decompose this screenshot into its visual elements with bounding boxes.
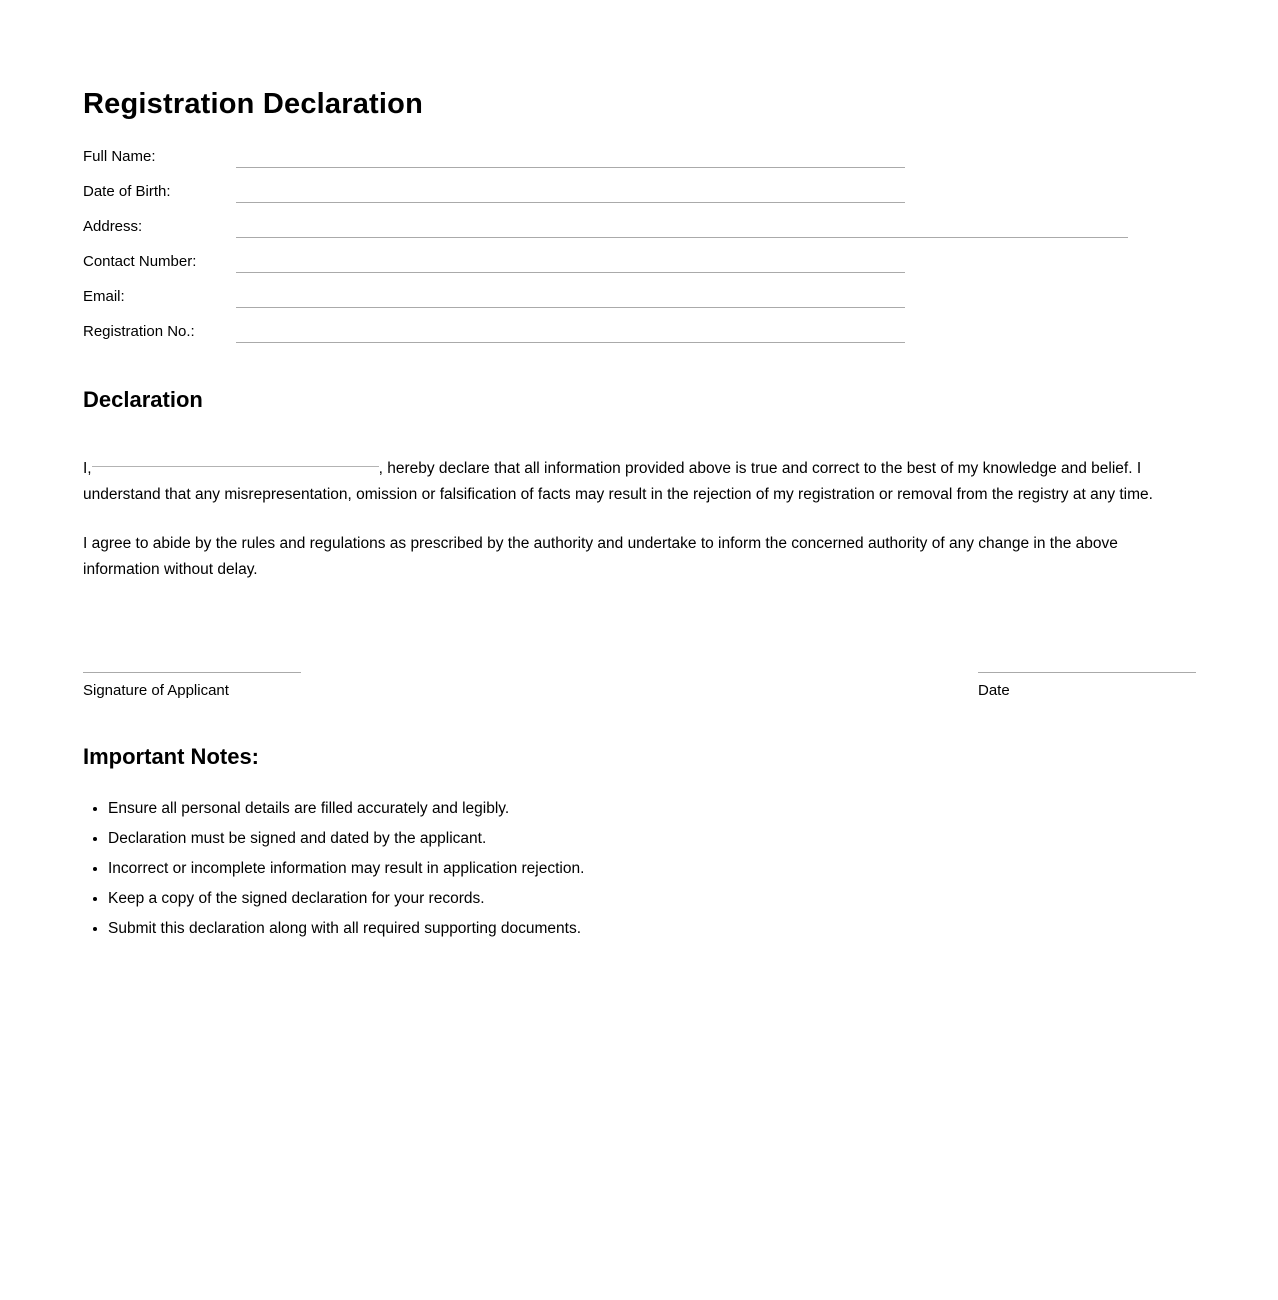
declarant-name-blank-line[interactable] xyxy=(92,466,379,467)
note-item: • Declaration must be signed and dated by the applicant. xyxy=(108,824,1196,854)
declaration-heading: Declaration xyxy=(83,387,203,412)
note-item: • Submit this declaration along with all required supporting documents. xyxy=(108,914,1196,944)
declaration-agreement-paragraph: I agree to abide by the rules and regulations as prescribed by the authority and undertake to inform the concerned authority of any change in the above information without delay. xyxy=(83,535,1118,578)
declaration-intro-prefix: I, xyxy=(83,460,92,477)
important-notes-heading: Important Notes: xyxy=(83,744,259,769)
date-column xyxy=(978,672,1196,699)
form-fields-section xyxy=(83,133,1196,343)
date-label: Date xyxy=(978,682,1010,699)
field-row-registration-no xyxy=(83,308,1196,343)
full-name-input-line[interactable] xyxy=(236,167,905,168)
registration-no-label: Registration No.: xyxy=(83,323,195,340)
signature-column xyxy=(83,672,301,699)
date-of-birth-label: Date of Birth: xyxy=(83,183,171,200)
declaration-intro-suffix: , hereby declare that all information provided above is true and correct to the best of my knowledge and belief. I understand that any misrepresentation, omission or falsification of facts may result in the rejection of my registration or removal from the registry at any time. xyxy=(83,460,1153,503)
address-label: Address: xyxy=(83,218,143,235)
field-row-email xyxy=(83,273,1196,308)
declaration-intro-paragraph xyxy=(83,456,1196,508)
address-input-line[interactable] xyxy=(236,237,1128,238)
field-row-date-of-birth xyxy=(83,168,1196,203)
signature-block xyxy=(83,672,1196,699)
full-name-label: Full Name: xyxy=(83,148,156,165)
date-of-birth-input-line[interactable] xyxy=(236,202,905,203)
field-row-full-name xyxy=(83,133,1196,168)
email-input-line[interactable] xyxy=(236,307,905,308)
field-row-contact-number xyxy=(83,238,1196,273)
note-item: • Ensure all personal details are filled accurately and legibly. xyxy=(108,794,1196,824)
contact-number-input-line[interactable] xyxy=(236,272,905,273)
email-label: Email: xyxy=(83,288,125,305)
note-item: • Keep a copy of the signed declaration for your records. xyxy=(108,884,1196,914)
signature-label: Signature of Applicant xyxy=(83,682,229,699)
field-row-address xyxy=(83,203,1196,238)
important-notes-list xyxy=(83,794,1196,944)
note-item: • Incorrect or incomplete information may result in application rejection. xyxy=(108,854,1196,884)
contact-number-label: Contact Number: xyxy=(83,253,197,270)
registration-no-input-line[interactable] xyxy=(236,342,905,343)
page-title: Registration Declaration xyxy=(83,88,423,120)
